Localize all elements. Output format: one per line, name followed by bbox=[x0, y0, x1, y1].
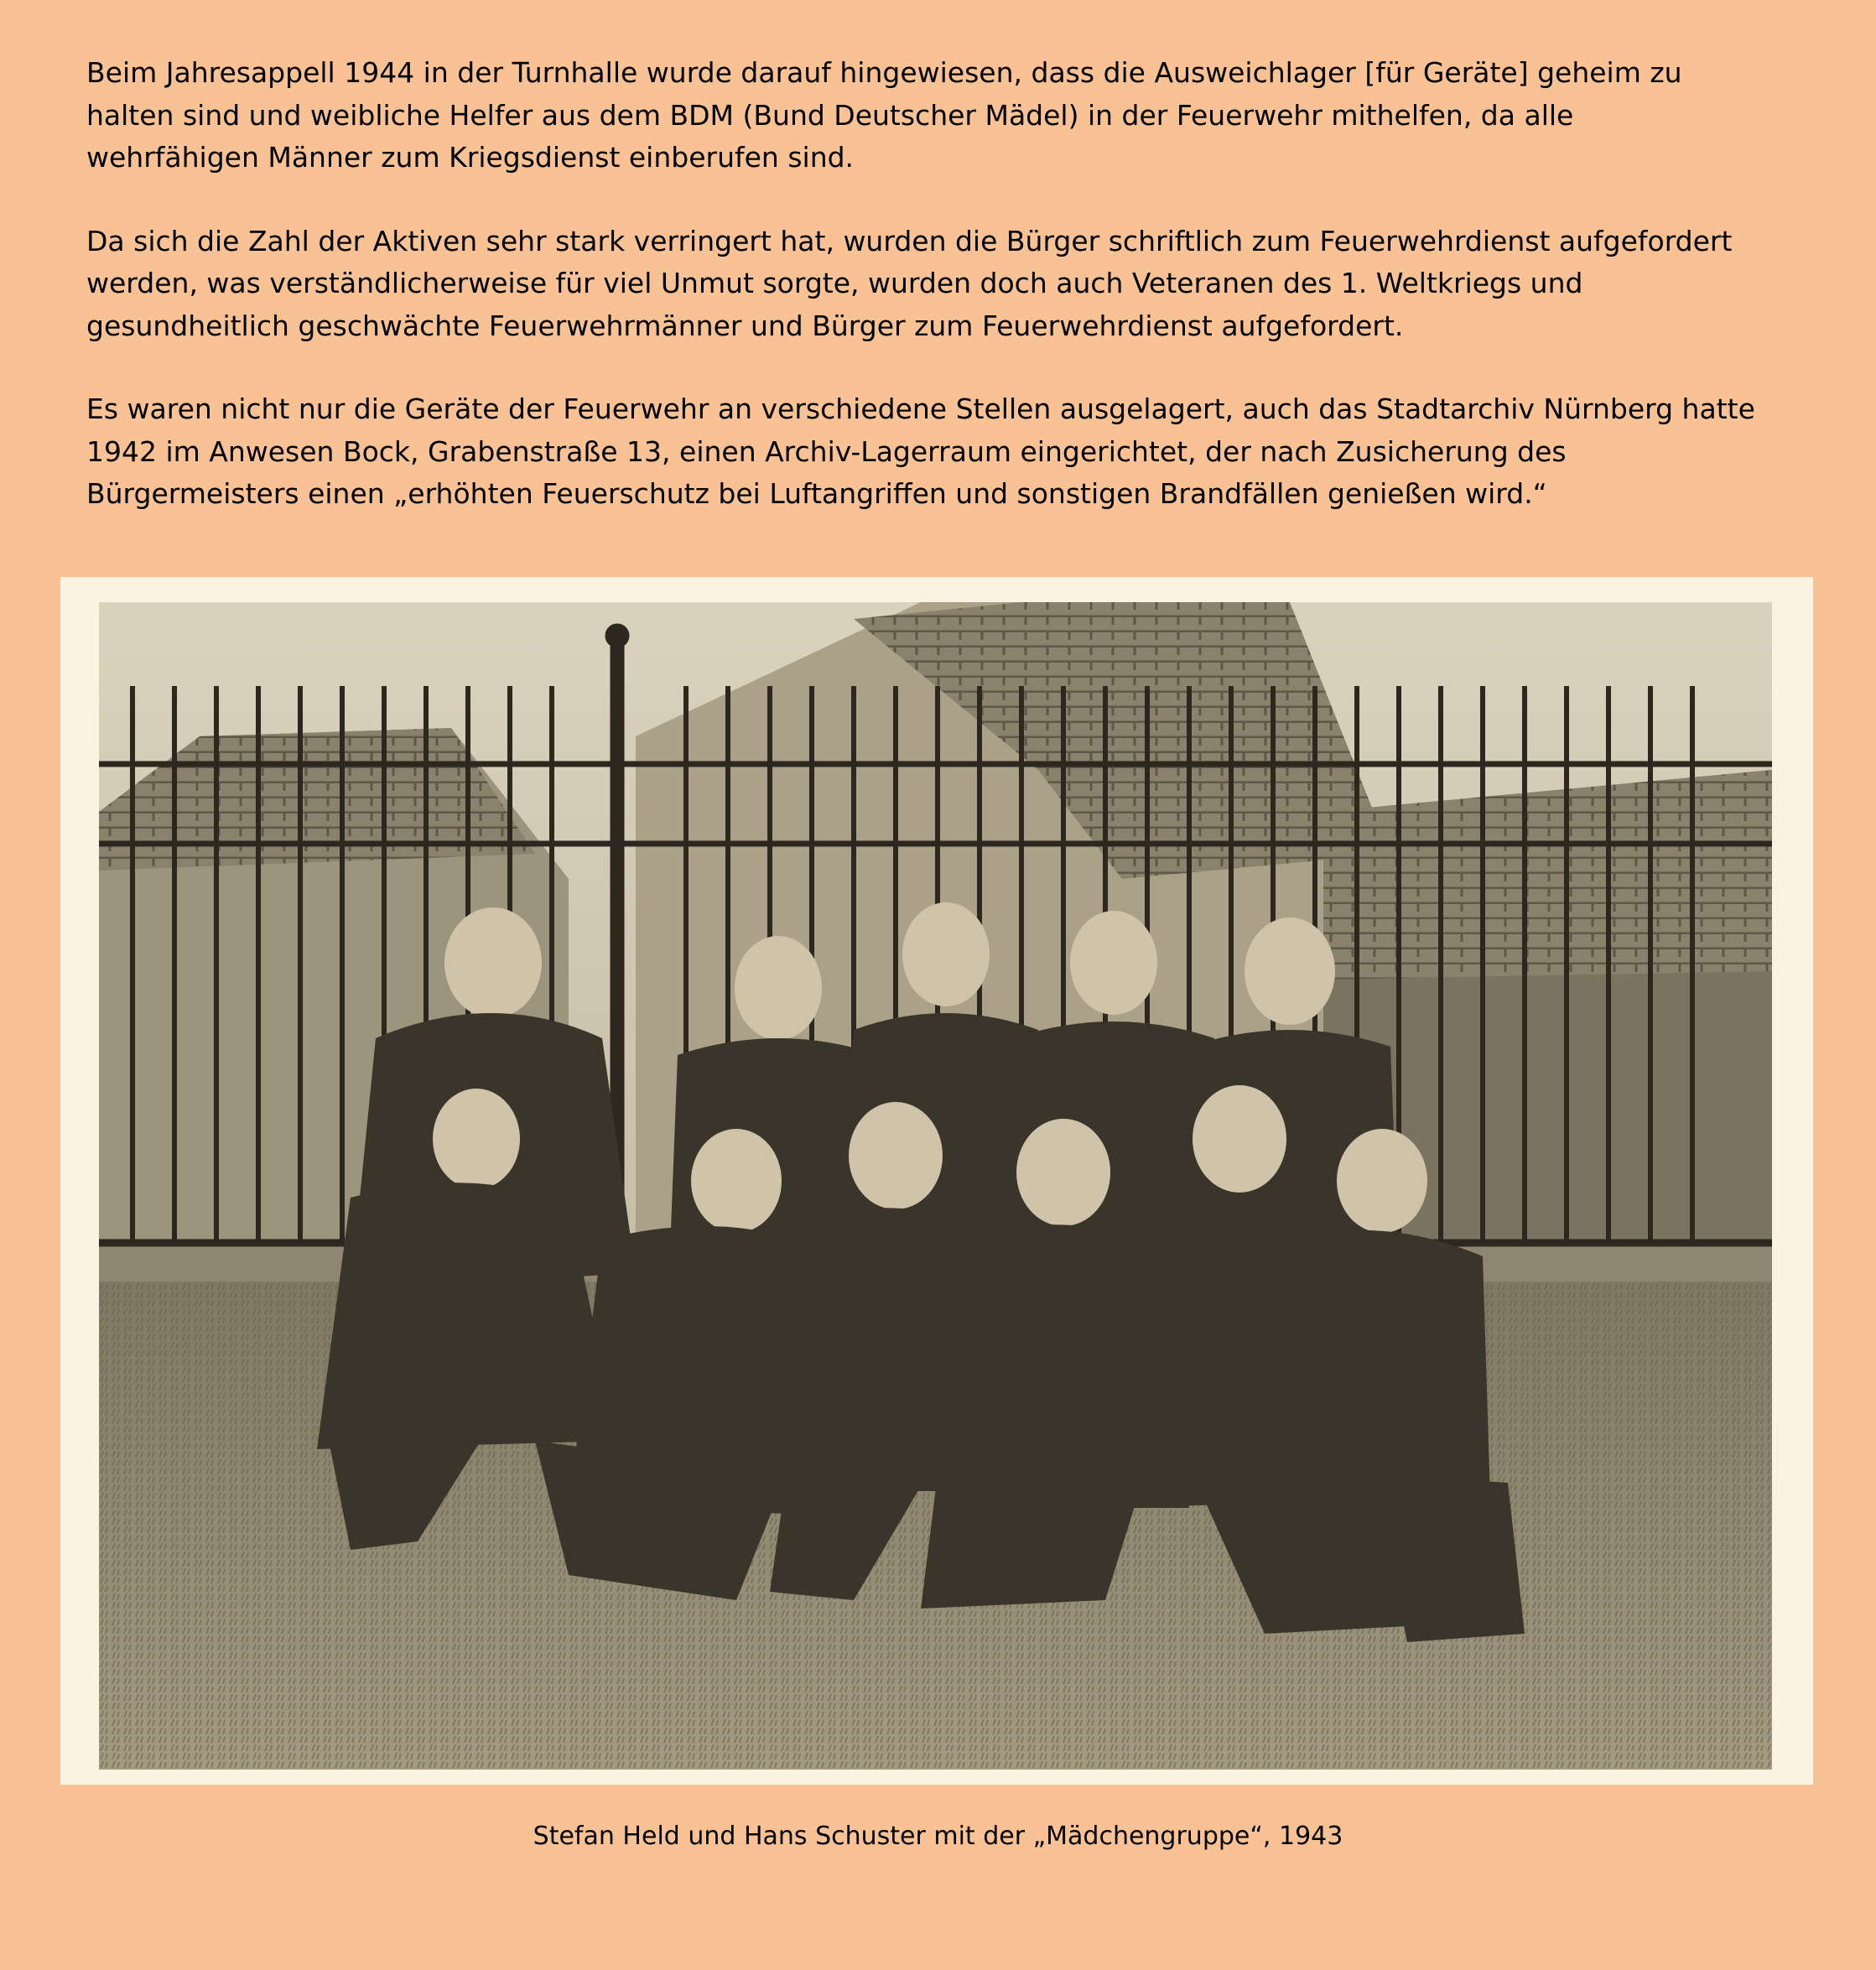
paragraph-1: Beim Jahresappell 1944 in der Turnhalle wurde darauf hingewiesen, dass die Ausweichlager [für Geräte] geheim zu halten sind und weibliche Helfer aus dem BDM (Bund Deutscher Mädel) in der Feuerwehr mithelfen, da alle wehrfähigen Männer zum Kriegsdienst einberufen sind. bbox=[86, 56, 1682, 174]
photo-caption: Stefan Held und Hans Schuster mit der „Mädchengruppe“, 1943 bbox=[533, 1822, 1343, 1851]
article-text bbox=[86, 52, 1814, 557]
photo-frame bbox=[60, 577, 1813, 1785]
paragraph-2: Da sich die Zahl der Aktiven sehr stark verringert hat, wurden die Bürger schriftlich zum Feuerwehrdienst aufgefordert werden, was verständlicherweise für viel Unmut sorgte, wurden doch auch Veteranen des 1. Weltkriegs und gesundheitlich geschwächte Feuerwehrmänner und Bürger zum Feuerwehrdienst aufgefordert. bbox=[86, 224, 1733, 342]
paragraph-3: Es waren nicht nur die Geräte der Feuerwehr an verschiedene Stellen ausgelagert, auch das Stadtarchiv Nürnberg hatte 1942 im Anwesen Bock, Grabenstraße 13, einen Archiv-Lagerraum eingerichtet, der nach Zusicherung des Bürgermeisters einen „erhöhten Feuerschutz bei Luftangriffen und sonstigen Brandfällen genießen wird.“ bbox=[86, 392, 1755, 510]
historical-group-photo bbox=[99, 602, 1772, 1770]
